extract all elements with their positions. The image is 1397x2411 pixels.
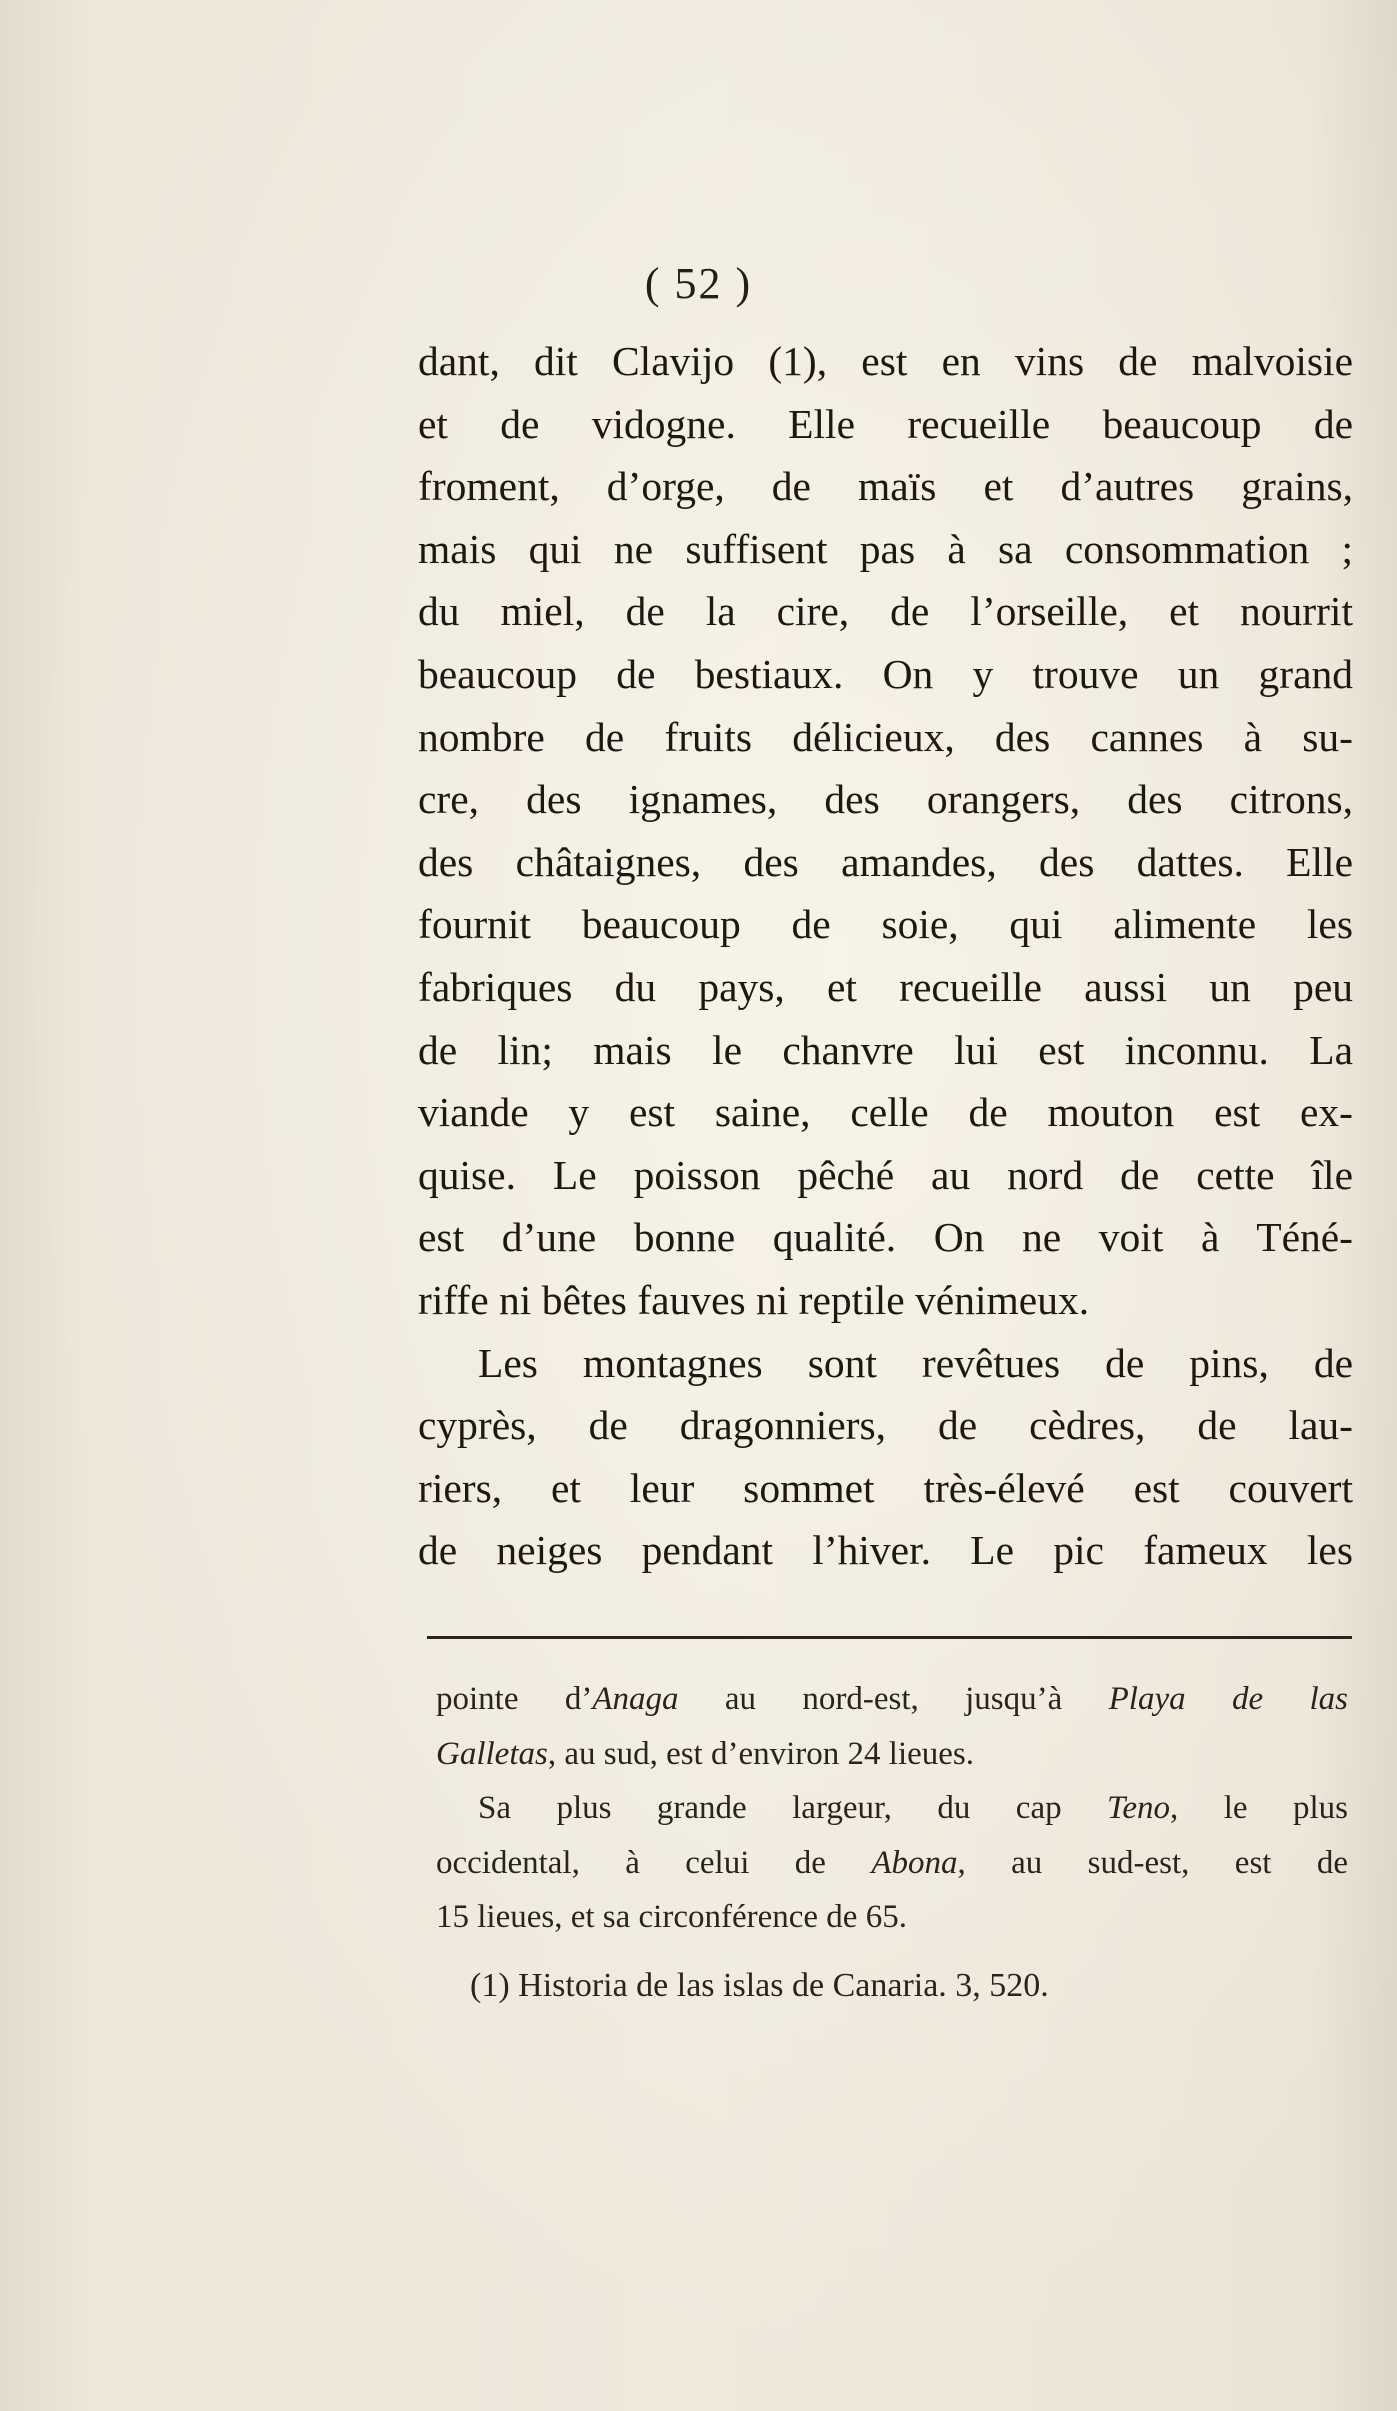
text-line: nombre de fruits délicieux, des cannes à su- [418,713,1353,760]
text-line: mais qui ne suffisent pas à sa consommation ; [418,525,1353,572]
text-line: viande y est saine, celle de mouton est ex- [418,1089,1353,1136]
place-name-galletas: Galletas [436,1735,548,1772]
text-line: dant, dit Clavijo (1), est en vins de malvoisie [418,338,1353,384]
note-text: au nord-est, jusqu’à [678,1681,1109,1717]
text-line: des châtaignes, des amandes, des dattes. Elle [418,838,1353,885]
note-text: , au sud, est d’environ 24 lieues. [547,1735,974,1772]
place-name-anaga: Anaga [592,1681,679,1717]
text-line: et de vidogne. Elle recueille beaucoup de [418,400,1353,447]
note-line [436,1781,1348,1836]
text-line: de neiges pendant l’hiver. Le pic fameux les [418,1527,1353,1574]
note-text: Sa plus grande largeur, du cap [478,1790,1108,1826]
text-line: du miel, de la cire, de l’orseille, et nourrit [418,588,1353,635]
note-text: , le plus [1170,1790,1348,1826]
footnote-separator [427,1636,1352,1639]
text-line: est d’une bonne qualité. On ne voit à Téné- [418,1214,1353,1261]
note-text: , au sud-est, est de [957,1844,1348,1881]
text-line: de lin; mais le chanvre lui est inconnu. La [418,1026,1353,1073]
text-line: cyprès, de dragonniers, de cèdres, de lau- [418,1402,1353,1449]
text-line: riffe ni bêtes fauves ni reptile vénimeux. [418,1276,1090,1323]
note-line [436,1727,1348,1782]
text-line: fabriques du pays, et recueille aussi un peu [418,963,1353,1010]
note-text: occidental, à celui de [436,1844,872,1881]
text-line: beaucoup de bestiaux. On y trouve un grand [418,650,1353,697]
note-text: pointe d’ [436,1681,593,1717]
text-line: froment, d’orge, de maïs et d’autres grains, [418,463,1353,510]
note-line [436,1836,1348,1891]
text-line: fournit beaucoup de soie, qui alimente les [418,901,1353,948]
text-line: quise. Le poisson pêché au nord de cette île [418,1151,1353,1198]
notes-section [436,1672,1348,2013]
place-name-abona: Abona [871,1844,958,1881]
note-line [436,1672,1348,1727]
text-line: Les montagnes sont revêtues de pins, de [478,1339,1353,1386]
text-line: cre, des ignames, des orangers, des citrons, [418,776,1353,823]
footnote: (1) Historia de las islas de Canaria. 3, 520. [470,1966,1049,2004]
note-line: 15 lieues, et sa circonférence de 65. [436,1899,907,1935]
place-name-playa: Playa de las [1108,1681,1348,1717]
place-name-teno: Teno [1107,1790,1171,1826]
main-text [418,330,1353,1582]
text-line: riers, et leur sommet très-élevé est couvert [418,1464,1353,1511]
page-number: ( 52 ) [644,259,753,308]
